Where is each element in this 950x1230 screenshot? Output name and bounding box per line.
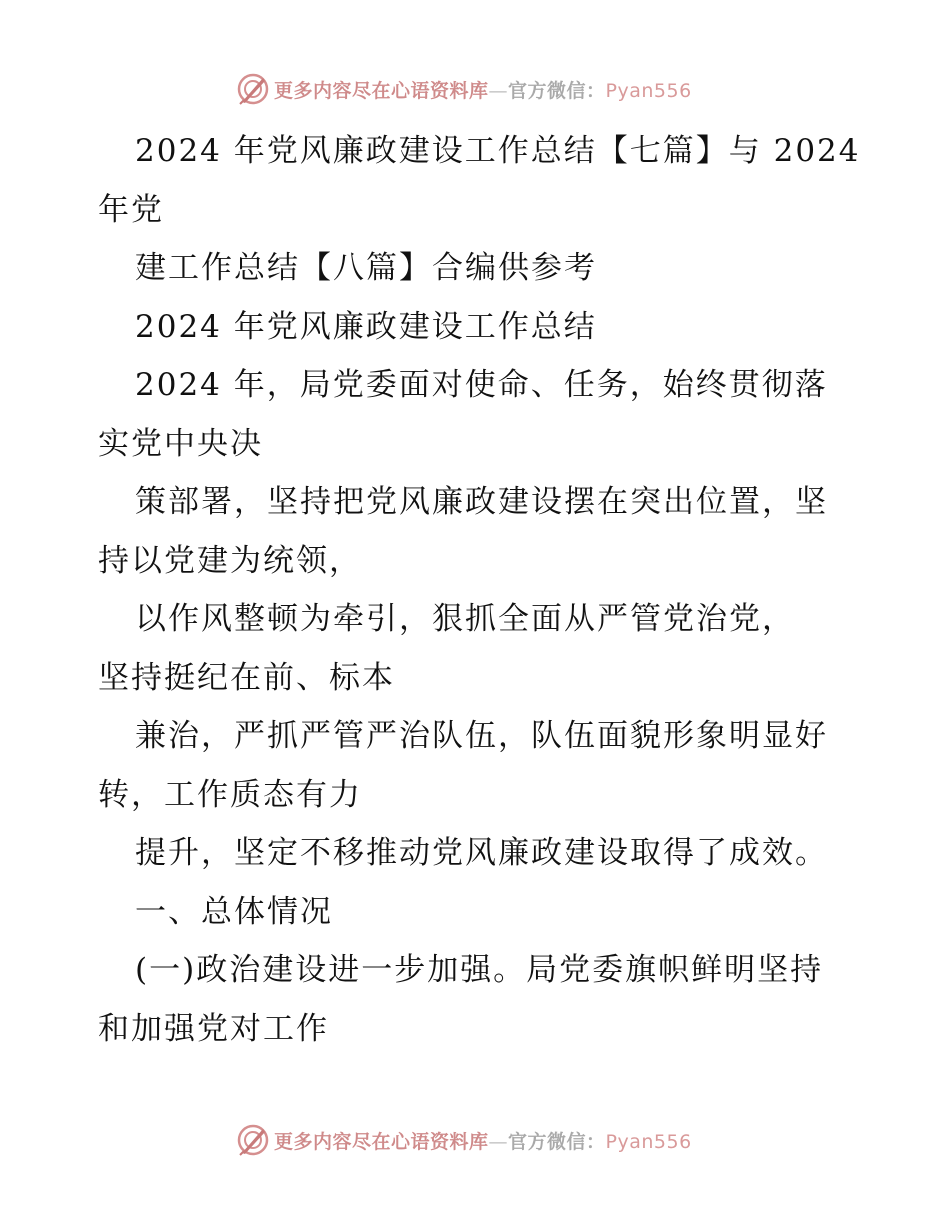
text-line: 策部署，坚持把党风廉政建设摆在突出位置，坚 [135, 484, 828, 520]
watermark-account: Pyan556 [605, 79, 692, 102]
text-line: 2024 年党风廉政建设工作总结【七篇】与 2024 [135, 133, 861, 169]
watermark-dash: — [488, 79, 509, 102]
text-line: 和加强党对工作 [98, 1010, 329, 1047]
text-line: 建工作总结【八篇】合编供参考 [135, 250, 597, 286]
text-line: (一)政治建设进一步加强。局党委旗帜鲜明坚持 [135, 952, 824, 988]
quill-logo-icon [236, 72, 270, 106]
watermark-dash: — [488, 1130, 509, 1153]
text-line: 实党中央决 [98, 425, 263, 462]
watermark-wechat-label: 官方微信： [508, 1130, 606, 1153]
quill-logo-icon [236, 1123, 270, 1157]
text-line: 兼治，严抓严管严治队伍，队伍面貌形象明显好 [135, 718, 828, 754]
text-line: 年党 [98, 191, 164, 228]
watermark-account: Pyan556 [605, 1130, 692, 1153]
document-body [98, 122, 861, 1058]
text-line: 坚持挺纪在前、标本 [98, 659, 395, 696]
watermark-site-text: 更多内容尽在心语资料库 [274, 1130, 489, 1153]
text-line: 2024 年，局党委面对使命、任务，始终贯彻落 [135, 367, 828, 403]
watermark-site-text: 更多内容尽在心语资料库 [274, 79, 489, 102]
text-line: 2024 年党风廉政建设工作总结 [135, 308, 597, 345]
text-line: 持以党建为统领， [98, 542, 362, 579]
text-line: 一、总体情况 [135, 893, 333, 930]
text-line: 转，工作质态有力 [98, 776, 362, 813]
footer-watermark [236, 1123, 692, 1157]
watermark-wechat-label: 官方微信： [508, 79, 606, 102]
text-line: 提升，坚定不移推动党风廉政建设取得了成效。 [135, 835, 828, 871]
text-line: 以作风整顿为牵引，狠抓全面从严管党治党， [135, 601, 795, 637]
header-watermark [236, 72, 692, 106]
